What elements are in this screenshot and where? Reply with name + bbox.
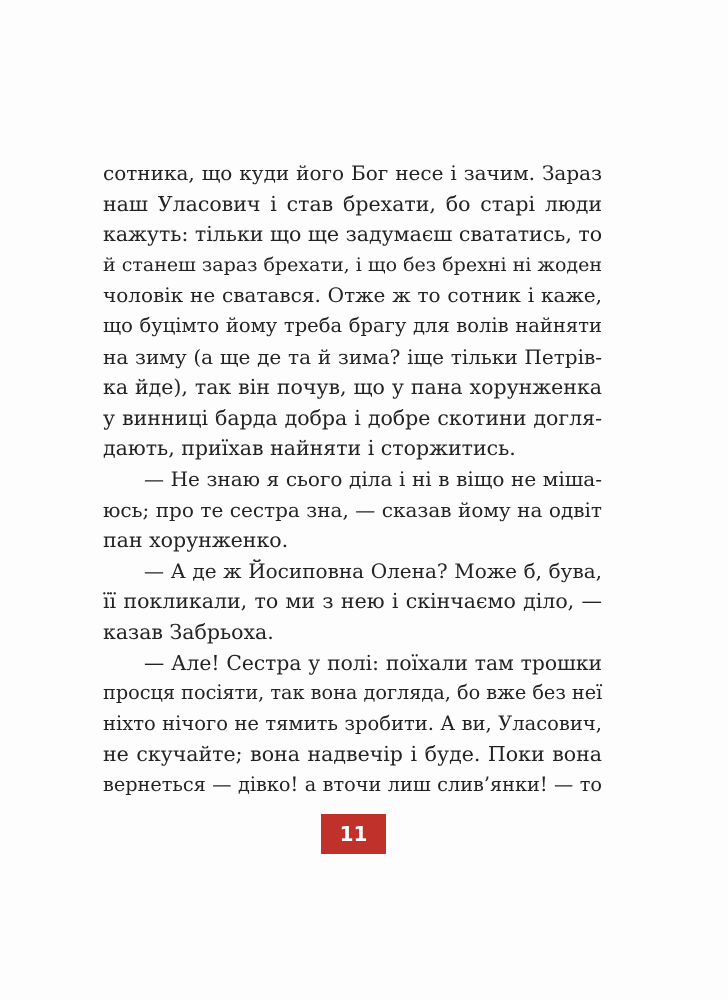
text-line: на зиму (а ще де та й зима? іще тільки Петрів- <box>103 344 602 369</box>
page-number: 11 <box>321 814 386 854</box>
text-line: сотника, що куди його Бог несе і зачим. Зараз <box>103 161 602 185</box>
text-line: — Але! Сестра у полі: поїхали там трошки <box>144 650 602 675</box>
text-line: кажуть: тільки що ще задумаєш свататись, то <box>103 222 603 247</box>
text-line: ніхто нічого не тямить зробити. А ви, Уласович, <box>103 711 602 735</box>
text-line: — А де ж Йосиповна Олена? Може б, бува, <box>144 558 602 583</box>
text-line: вернеться — дівко! а вточи лиш слив’янки! — то <box>103 772 602 796</box>
text-line: що буцімто йому треба брагу для волів найняти <box>103 313 602 337</box>
text-line: чоловік не сватався. Отже ж то сотник і каже, <box>103 283 602 308</box>
text-line: й станеш зараз брехати, і що без брехні ні жоден <box>103 253 602 276</box>
paragraph <box>103 648 602 801</box>
text-line: дають, приїхав найняти і сторжитись. <box>103 436 516 461</box>
text-line: наш Уласович і став брехати, бо старі люди <box>103 191 602 216</box>
body-text <box>103 158 602 800</box>
text-line: казав Забрьоха. <box>103 619 274 644</box>
paragraph <box>103 158 602 464</box>
text-line: — Не знаю я сього діла і ні в віщо не міша- <box>144 466 602 491</box>
paragraph <box>103 556 602 648</box>
text-line: ка йде), так він почув, що у пана хорунженка <box>103 375 602 400</box>
text-line: просця посіяти, так вона догляда, бо вже без неї <box>103 681 603 705</box>
text-line: її покликали, то ми з нею і скінчаємо діло, — <box>103 589 602 614</box>
text-line: у винниці барда добра і добре скотини догля- <box>103 405 602 430</box>
paragraph <box>103 464 602 556</box>
text-line: не скучайте; вона надвечір і буде. Поки вона <box>103 742 602 767</box>
text-line: пан хорунженко. <box>103 528 289 553</box>
text-line: юсь; про те сестра зна, — сказав йому на одвіт <box>103 497 602 522</box>
